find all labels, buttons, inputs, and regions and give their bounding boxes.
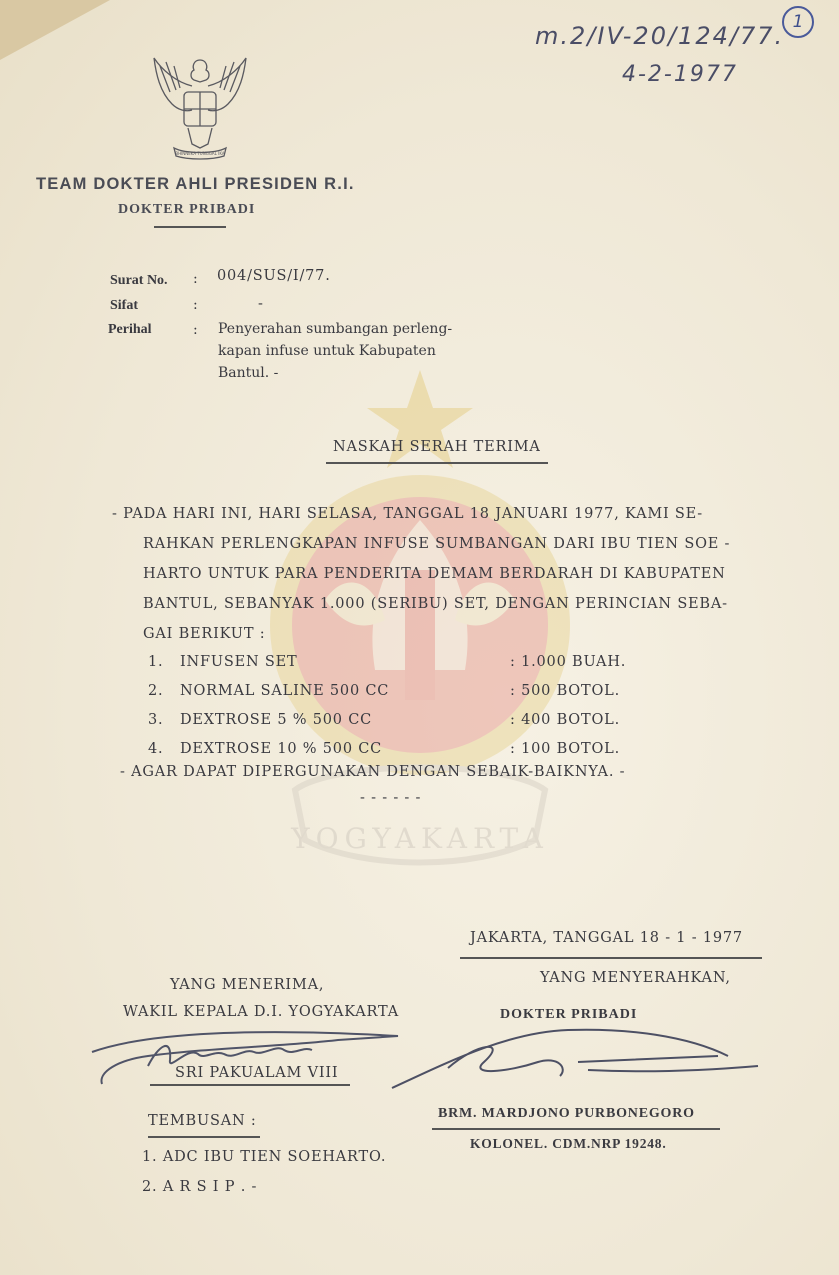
list-item: 2. A R S I P . - — [142, 1179, 258, 1195]
giver-name: BRM. MARDJONO PURBONEGORO — [438, 1106, 695, 1121]
receiver-name-rule — [150, 1084, 350, 1086]
list-item: 3. DEXTROSE 5 % 500 CC : 400 BOTOL. — [148, 712, 620, 728]
circled-page-number: 1 — [782, 6, 814, 38]
receiver-name: SRI PAKUALAM VIII — [175, 1065, 339, 1081]
perihal-line: kapan infuse untuk Kabupaten — [218, 343, 436, 359]
giver-heading: YANG MENYERAHKAN, — [540, 970, 731, 986]
giver-rank: KOLONEL. CDM.NRP 19248. — [470, 1136, 667, 1151]
sifat-colon: : — [193, 297, 198, 313]
tembusan-list — [142, 1142, 386, 1202]
sifat-label: Sifat — [110, 298, 138, 313]
title-underline — [326, 462, 548, 464]
receiver-heading: YANG MENERIMA, — [170, 977, 325, 993]
body-paragraph — [112, 499, 730, 649]
garuda-emblem-icon — [146, 52, 254, 164]
surat-no-value: 004/SUS/I/77. — [217, 268, 331, 284]
list-item: 2. NORMAL SALINE 500 CC : 500 BOTOL. — [148, 683, 620, 699]
list-item: 1. ADC IBU TIEN SOEHARTO. — [142, 1149, 387, 1165]
letterhead-subtitle: DOKTER PRIBADI — [118, 202, 256, 217]
body-line: HARTO UNTUK PARA PENDERITA DEMAM BERDARAH DI KABUPATEN — [143, 566, 726, 582]
closing-dashes: - - - - - - — [360, 790, 422, 806]
receiver-position: WAKIL KEPALA D.I. YOGYAKARTA — [123, 1004, 399, 1020]
perihal-line: Bantul. - — [218, 365, 279, 381]
perihal-label: Perihal — [108, 322, 152, 337]
emblem-motto: BHINNEKA TUNGGAL IKA — [175, 151, 225, 156]
place-date-rule — [460, 957, 762, 959]
surat-no-colon: : — [193, 271, 198, 287]
sifat-value: - — [258, 296, 264, 312]
archive-date: 4-2-1977 — [622, 62, 738, 87]
body-line: - PADA HARI INI, HARI SELASA, TANGGAL 18 JANUARI 1977, KAMI SE- — [112, 506, 704, 522]
surat-no-label: Surat No. — [110, 273, 168, 288]
list-item: 4. DEXTROSE 10 % 500 CC : 100 BOTOL. — [148, 741, 620, 757]
list-item: 1. INFUSEN SET : 1.000 BUAH. — [148, 654, 627, 670]
giver-position: DOKTER PRIBADI — [500, 1007, 638, 1022]
giver-name-rule — [432, 1128, 720, 1130]
perihal-colon: : — [193, 322, 198, 338]
archive-reference: m.2/IV-20/124/77. — [535, 22, 785, 50]
place-date: JAKARTA, TANGGAL 18 - 1 - 1977 — [470, 930, 743, 946]
tembusan-label: TEMBUSAN : — [148, 1113, 257, 1129]
document-title: NASKAH SERAH TERIMA — [333, 439, 541, 455]
letterhead-title: TEAM DOKTER AHLI PRESIDEN R.I. — [36, 175, 355, 193]
perihal-line: Penyerahan sumbangan perleng- — [218, 321, 453, 337]
letterhead-rule — [154, 226, 226, 228]
body-line: BANTUL, SEBANYAK 1.000 (SERIBU) SET, DENGAN PERINCIAN SEBA- — [143, 596, 728, 612]
giver-signature-icon — [388, 1022, 768, 1094]
closing-line: - AGAR DAPAT DIPERGUNAKAN DENGAN SEBAIK-BAIKNYA. - — [120, 764, 626, 780]
folded-corner — [0, 0, 110, 60]
items-list — [148, 648, 626, 764]
watermark-text: YOGYAKARTA — [291, 822, 549, 855]
tembusan-rule — [148, 1136, 260, 1138]
body-line: RAHKAN PERLENGKAPAN INFUSE SUMBANGAN DARI IBU TIEN SOE - — [143, 536, 731, 552]
body-line: GAI BERIKUT : — [143, 626, 266, 642]
receiver-signature-icon — [88, 1026, 408, 1092]
